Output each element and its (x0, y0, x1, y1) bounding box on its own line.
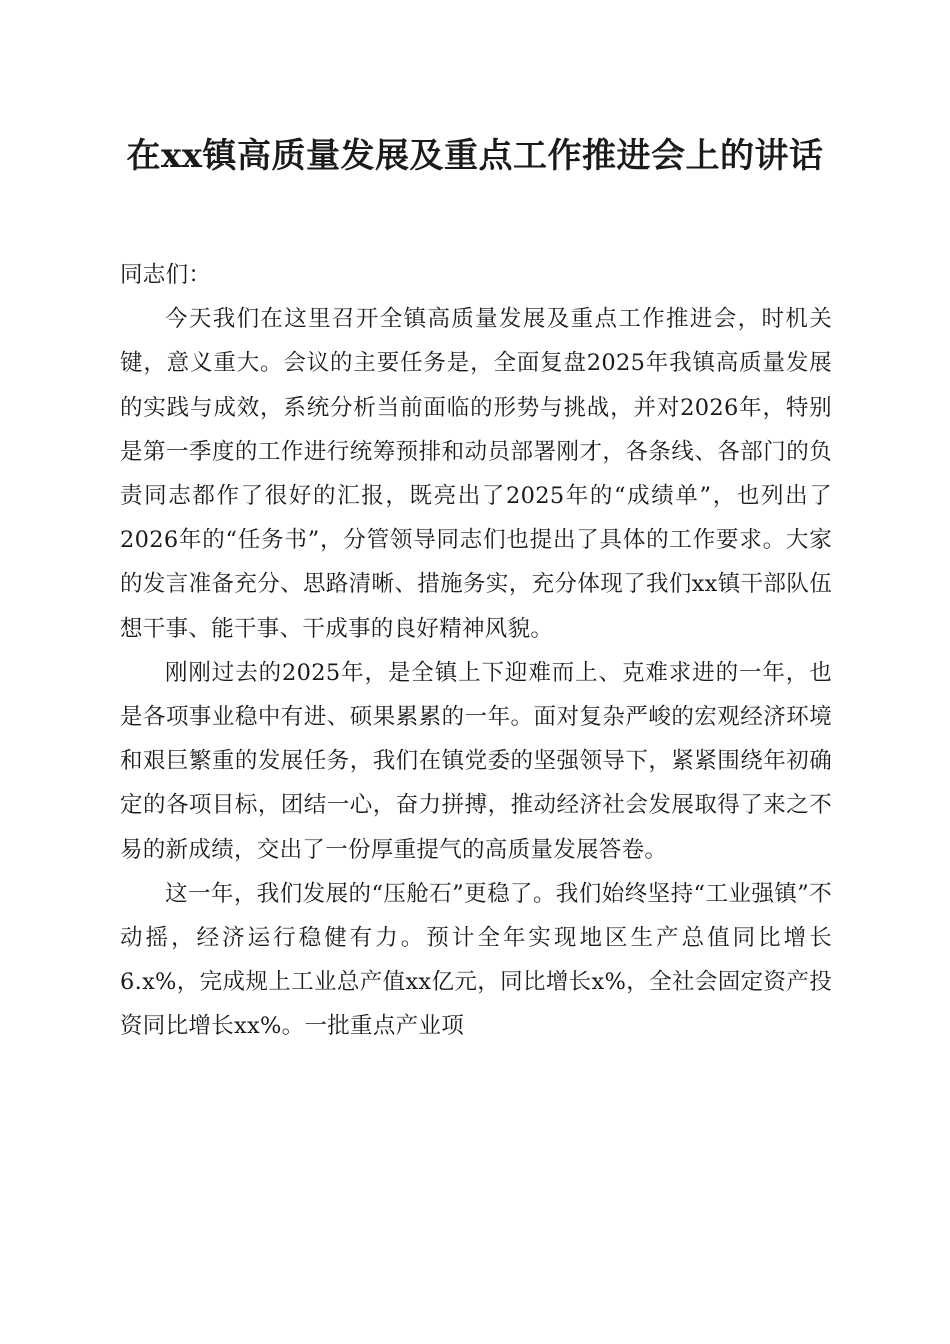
document-title: 在xx镇高质量发展及重点工作推进会上的讲话 (126, 136, 824, 176)
paragraph: 今天我们在这里召开全镇高质量发展及重点工作推进会，时机关键，意义重大。会议的主要任务是，全面复盘2025年我镇高质量发展的实践与成效，系统分析当前面临的形势与挑战，并对2026年，特别是第一季度的工作进行统筹预排和动员部署刚才，各条线、各部门的负责同志都作了很好的汇报，既亮出了2025年的“成绩单”，也列出了2026年的“任务书”，分管领导同志们也提出了具体的工作要求。大家的发言准备充分、思路清晰、措施务实，充分体现了我们xx镇干部队伍想干事、能干事、干成事的良好精神风貌。 (120, 306, 832, 642)
paragraph: 刚刚过去的2025年，是全镇上下迎难而上、克难求进的一年，也是各项事业稳中有进、硕果累累的一年。面对复杂严峻的宏观经济环境和艰巨繁重的发展任务，我们在镇党委的坚强领导下，紧紧围绕年初确定的各项目标，团结一心，奋力拼搏，推动经济社会发展取得了来之不易的新成绩，交出了一份厚重提气的高质量发展答卷。 (120, 659, 832, 863)
paragraph: 这一年，我们发展的“压舱石”更稳了。我们始终坚持“工业强镇”不动摇，经济运行稳健有力。预计全年实现地区生产总值同比增长6.x%，完成规上工业总产值xx亿元，同比增长x%，全社会固定资产投资同比增长xx%。一批重点产业项 (120, 880, 832, 1040)
salutation: 同志们： (120, 262, 212, 288)
document-body (120, 253, 832, 1049)
